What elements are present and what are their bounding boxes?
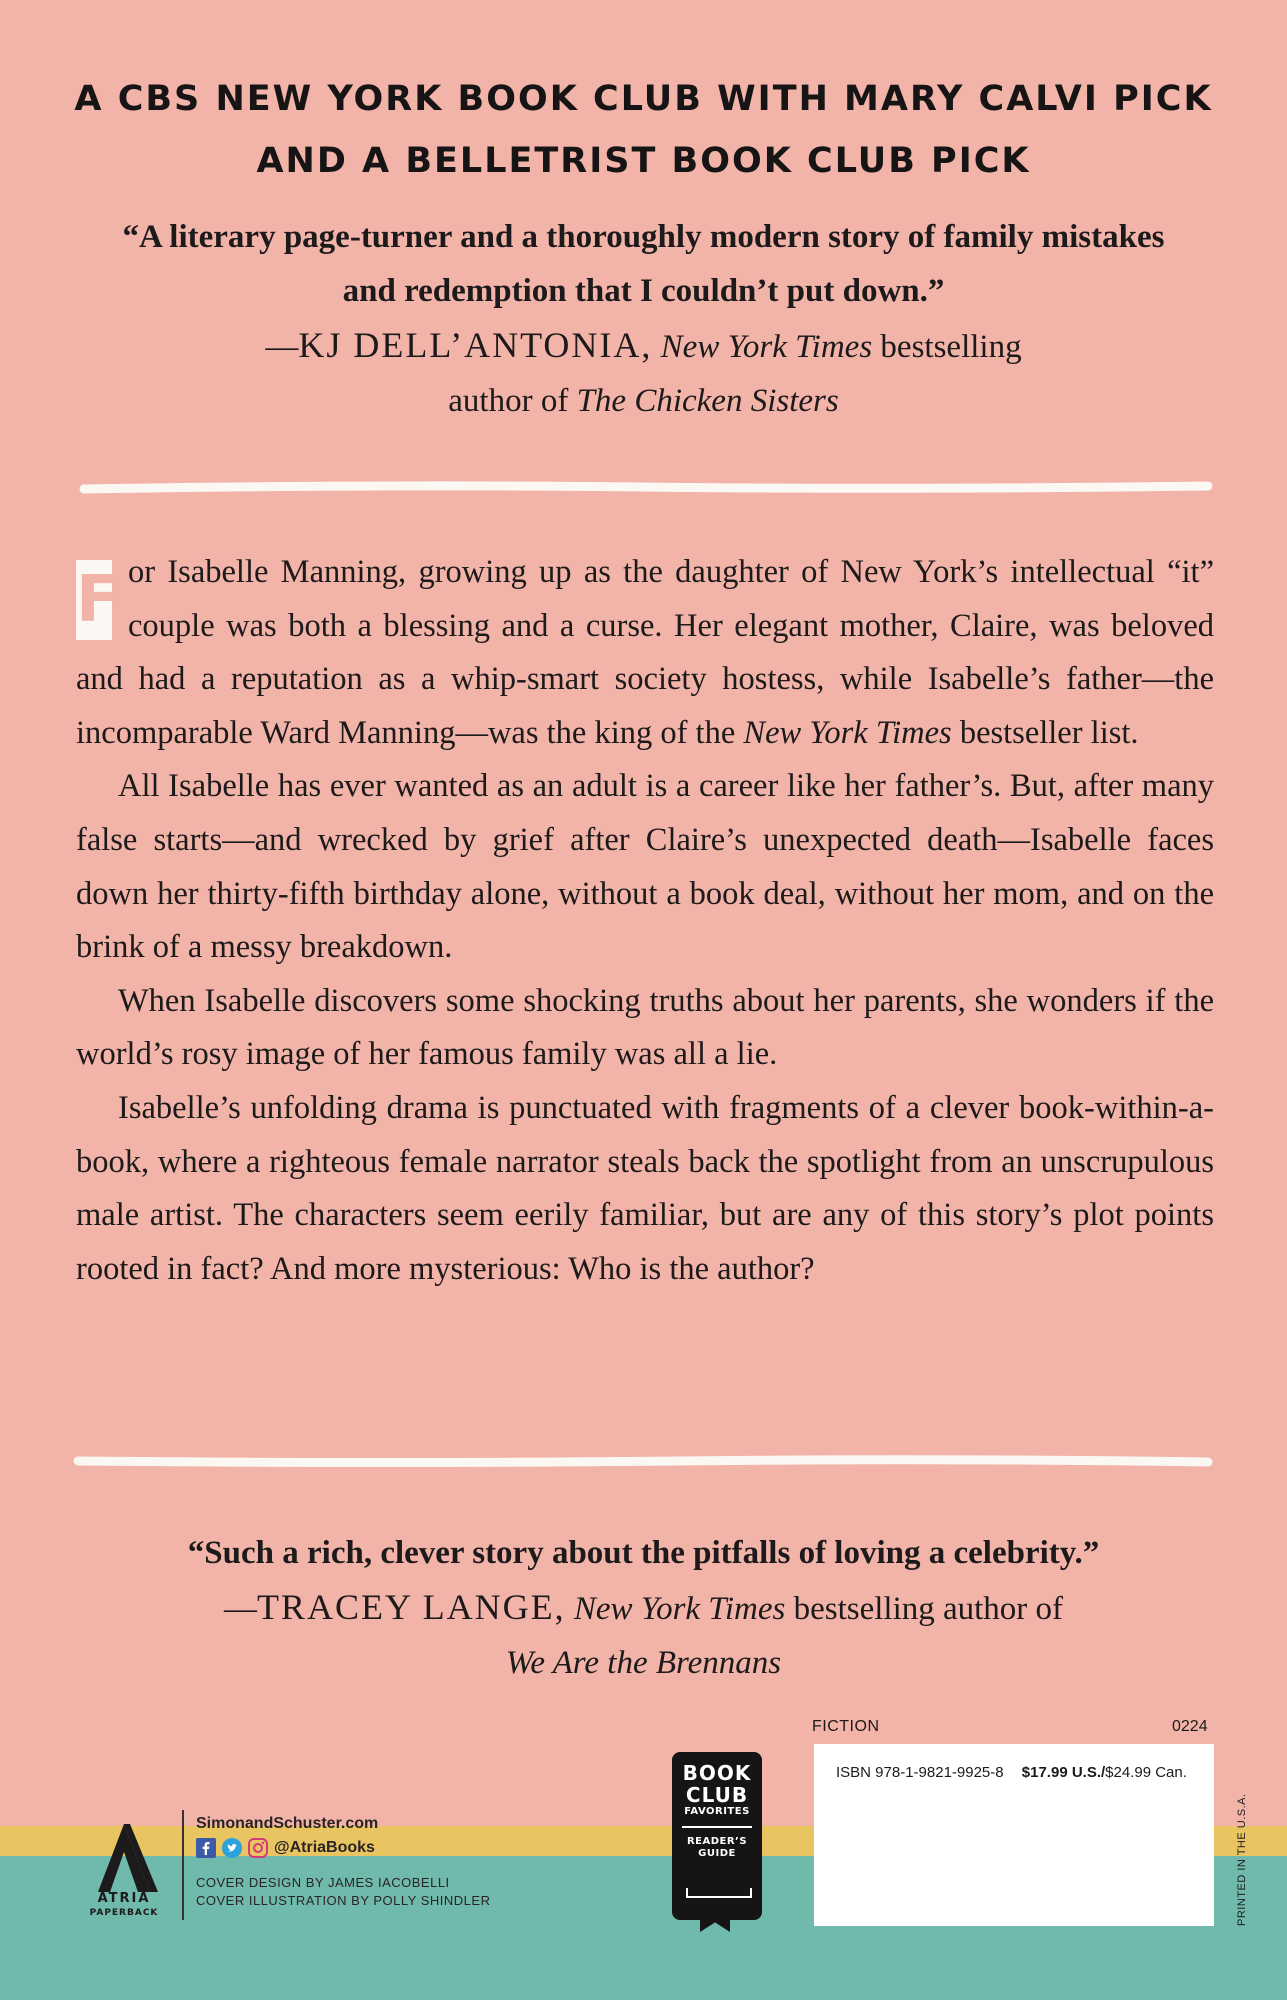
isbn-line xyxy=(836,1764,1187,1781)
credits xyxy=(196,1812,526,1910)
blurb-p1-text: or Isabelle Manning, growing up as the daughter of New York’s intellectual “it” couple was both a blessing and a curse. Her elegant mother, Claire, was beloved and had a reputation as a whip-smart society hostess, while Isabelle’s father—the incomparable Ward Manning—was the king of the xyxy=(76,554,1214,751)
printed-in: PRINTED IN THE U.S.A. xyxy=(1236,1793,1248,1926)
book-club-line-1: BOOK xyxy=(682,1761,752,1785)
social-handle[interactable]: @AtriaBooks xyxy=(274,1839,375,1856)
top-quote-author-of: author of xyxy=(448,383,569,419)
price-can: $24.99 Can. xyxy=(1105,1764,1187,1781)
instagram-icon[interactable] xyxy=(248,1838,268,1858)
top-quote-book: The Chicken Sisters xyxy=(576,383,839,419)
blurb-p1-italic: New York Times xyxy=(743,714,952,751)
publisher-name xyxy=(78,1892,170,1920)
bottom-quote xyxy=(110,1526,1177,1690)
blurb-paragraph-1 xyxy=(76,546,1214,760)
top-quote-attribution xyxy=(110,318,1177,374)
open-book-icon xyxy=(686,1888,752,1898)
headline-line-2: AND A BELLETRIST BOOK CLUB PICK xyxy=(256,141,1031,181)
dash: — xyxy=(265,329,299,365)
headline xyxy=(60,68,1227,192)
bottom-quote-desc: bestselling author of xyxy=(793,1591,1064,1627)
headline-line-1: A CBS NEW YORK BOOK CLUB WITH MARY CALVI PICK xyxy=(74,79,1213,119)
cover-design-credit xyxy=(196,1874,526,1910)
top-quote-desc: bestselling xyxy=(880,329,1022,365)
bottom-quote-text: “Such a rich, clever story about the pitfalls of loving a celebrity.” xyxy=(187,1535,1100,1571)
facebook-icon[interactable] xyxy=(196,1838,216,1858)
cover-design-text: COVER DESIGN BY JAMES IACOBELLI xyxy=(196,1875,450,1890)
product-code: 0224 xyxy=(1172,1718,1208,1735)
isbn-text: ISBN 978-1-9821-9925-8 xyxy=(836,1764,1004,1781)
twitter-icon[interactable] xyxy=(222,1838,242,1858)
top-quote-text: “A literary page-turner and a thoroughly modern story of family mistakes and redemption that I couldn’t put down.” xyxy=(122,219,1165,309)
book-club-line-3: FAVORITES xyxy=(684,1806,750,1817)
social-row xyxy=(196,1836,526,1860)
blurb-paragraph-2: All Isabelle has ever wanted as an adult is a career like her father’s. But, after many false starts—and wrecked by grief after Claire’s unexpected death—Isabelle faces down her thirty-fifth birthday alone, without a book deal, without her mom, and on the brink of a messy breakdown. xyxy=(76,768,1214,966)
book-club-badge xyxy=(672,1752,762,1920)
divider-bottom xyxy=(76,1454,1210,1470)
divider-top xyxy=(82,480,1210,496)
category-label: FICTION xyxy=(812,1718,880,1735)
top-quote-author: KJ DELL’ANTONIA, xyxy=(298,325,653,365)
bottom-quote-book: We Are the Brennans xyxy=(505,1645,782,1681)
blurb-paragraph-3: When Isabelle discovers some shocking truths about her parents, she wonders if the world’s rosy image of her famous family was all a lie. xyxy=(76,982,1214,1073)
blurb-p1-end: bestseller list. xyxy=(959,714,1139,751)
dash: — xyxy=(223,1591,257,1627)
book-club-line-2: CLUB xyxy=(685,1783,749,1807)
top-quote xyxy=(110,210,1177,428)
book-club-line-5: GUIDE xyxy=(698,1848,736,1859)
bottom-quote-author: TRACEY LANGE, xyxy=(256,1587,566,1627)
top-quote-paper: New York Times xyxy=(660,329,873,365)
publisher-sub: PAPERBACK xyxy=(89,1908,159,1918)
book-club-rule xyxy=(682,1826,752,1828)
book-club-line-4: READER’S xyxy=(686,1836,748,1847)
publisher-name-text: ATRIA xyxy=(97,1891,151,1906)
publisher-divider xyxy=(182,1810,184,1920)
bottom-quote-paper: New York Times xyxy=(573,1591,786,1627)
website-link[interactable]: SimonandSchuster.com xyxy=(196,1815,379,1832)
price-us: $17.99 U.S./ xyxy=(1021,1764,1106,1781)
bottom-quote-attribution xyxy=(110,1580,1177,1636)
barcode-box xyxy=(814,1744,1214,1926)
drop-cap: F xyxy=(76,560,112,640)
top-quote-book-line xyxy=(110,374,1177,428)
blurb xyxy=(76,546,1214,1296)
blurb-paragraph-4: Isabelle’s unfolding drama is punctuated with fragments of a clever book-within-a-book, where a righteous female narrator steals back the spotlight from an unscrupulous male artist. The characters seem eerily familiar, but are any of this story’s plot points rooted in fact? And more mysterious: Who is the author? xyxy=(76,1089,1214,1287)
cover-illustration-text: COVER ILLUSTRATION BY POLLY SHINDLER xyxy=(196,1893,491,1908)
